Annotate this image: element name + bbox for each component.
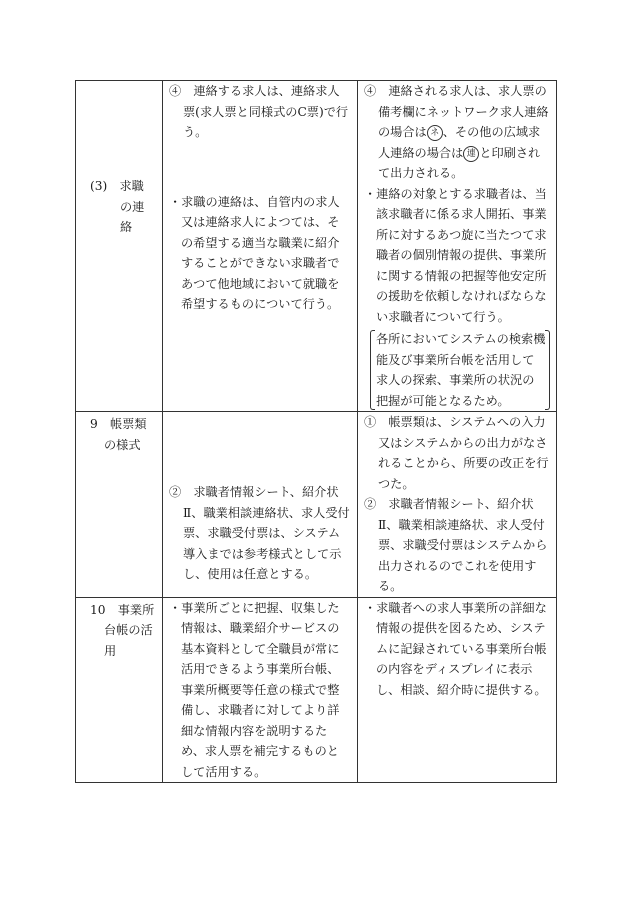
- row-label-line: 9 帳票類: [90, 417, 147, 431]
- old-item-4: ④ 連絡する求人は、連絡求人票(求人票と同様式のC票)で行う。: [169, 84, 349, 139]
- row-label-cell: [76, 412, 163, 598]
- new-bullet: ・求職者への求人事業所の詳細な情報の提供を図るため、システムに記録されている事業所台帳の内容をディスプレイに表示し、相談、紹介時に提供する。: [364, 600, 547, 697]
- new-item-4-text: 、その他の広域求人連絡の場合は: [378, 125, 541, 160]
- old-text-cell: [163, 81, 358, 412]
- new-item-4-text: ④ 連絡される求人は、求人票の備考欄にネットワーク求人連絡の場合は: [364, 84, 549, 139]
- row-label-line: 10 事業所: [90, 602, 155, 617]
- old-bullet: ・求職の連絡は、自管内の求人又は連絡求人によつては、その希望する適当な職業に紹介することができない求職者であつて他地域において就職を希望するものについて行う。: [169, 194, 340, 311]
- row-label-cell: [76, 597, 163, 783]
- row-label-line: の連絡: [120, 199, 145, 234]
- circled-mark-icon: 連: [463, 146, 479, 162]
- old-text-cell: [163, 412, 358, 598]
- row-label-line: (3) 求職: [90, 179, 144, 193]
- new-item-2: ② 求職者情報シート、紹介状Ⅱ、職業相談連絡状、求人受付票、求職受付票はシステムから出力されるのでこれを使用する。: [364, 497, 548, 593]
- old-text-cell: [163, 597, 358, 783]
- row-label-cell: [76, 81, 163, 412]
- circled-mark-icon: ネ: [427, 125, 443, 141]
- table-row: [76, 81, 557, 412]
- new-text-cell: [358, 597, 557, 783]
- bracketed-note: 各所においてシステムの検索機能及び事業所台帳を活用して求人の探索、事業所の状況の把握が可能となるため。: [370, 329, 550, 411]
- table-row: [76, 412, 557, 598]
- old-bullet: ・事業所ごとに把握、収集した情報は、職業紹介サービスの基本資料として全職員が常に活用できるよう事業所台帳、事業所概要等任意の様式で整備し、求職者に対してより詳細な情報内容を説明するため、求人票を補完するものとして活用する。: [169, 600, 340, 779]
- new-text-cell: [358, 81, 557, 412]
- old-item-2: ② 求職者情報シート、紹介状Ⅱ、職業相談連絡状、求人受付票、求職受付票は、システム導入までは参考様式として示し、使用は任意とする。: [169, 485, 350, 581]
- row-label-line: 台帳の活: [104, 623, 153, 637]
- row-label-line: の様式: [104, 437, 141, 452]
- new-item-4: [358, 81, 556, 184]
- table-row: [76, 597, 557, 783]
- row-label-line: 用: [104, 643, 117, 658]
- new-item-1: ① 帳票類は、システムへの入力又はシステムからの出力がなされることから、所要の改正を行つた。: [364, 415, 549, 491]
- new-bullet: ・連絡の対象とする求職者は、当該求職者に係る求人開拓、事業所に対するあつ旋に当たつて求職者の個別情報の提供、事業所に関する情報の把握等他安定所の援助を依頼しなければならない求職者について行う。: [364, 186, 547, 324]
- comparison-table: [75, 80, 557, 783]
- new-item-4-text: と印刷されて出力される。: [378, 145, 541, 180]
- new-text-cell: [358, 412, 557, 598]
